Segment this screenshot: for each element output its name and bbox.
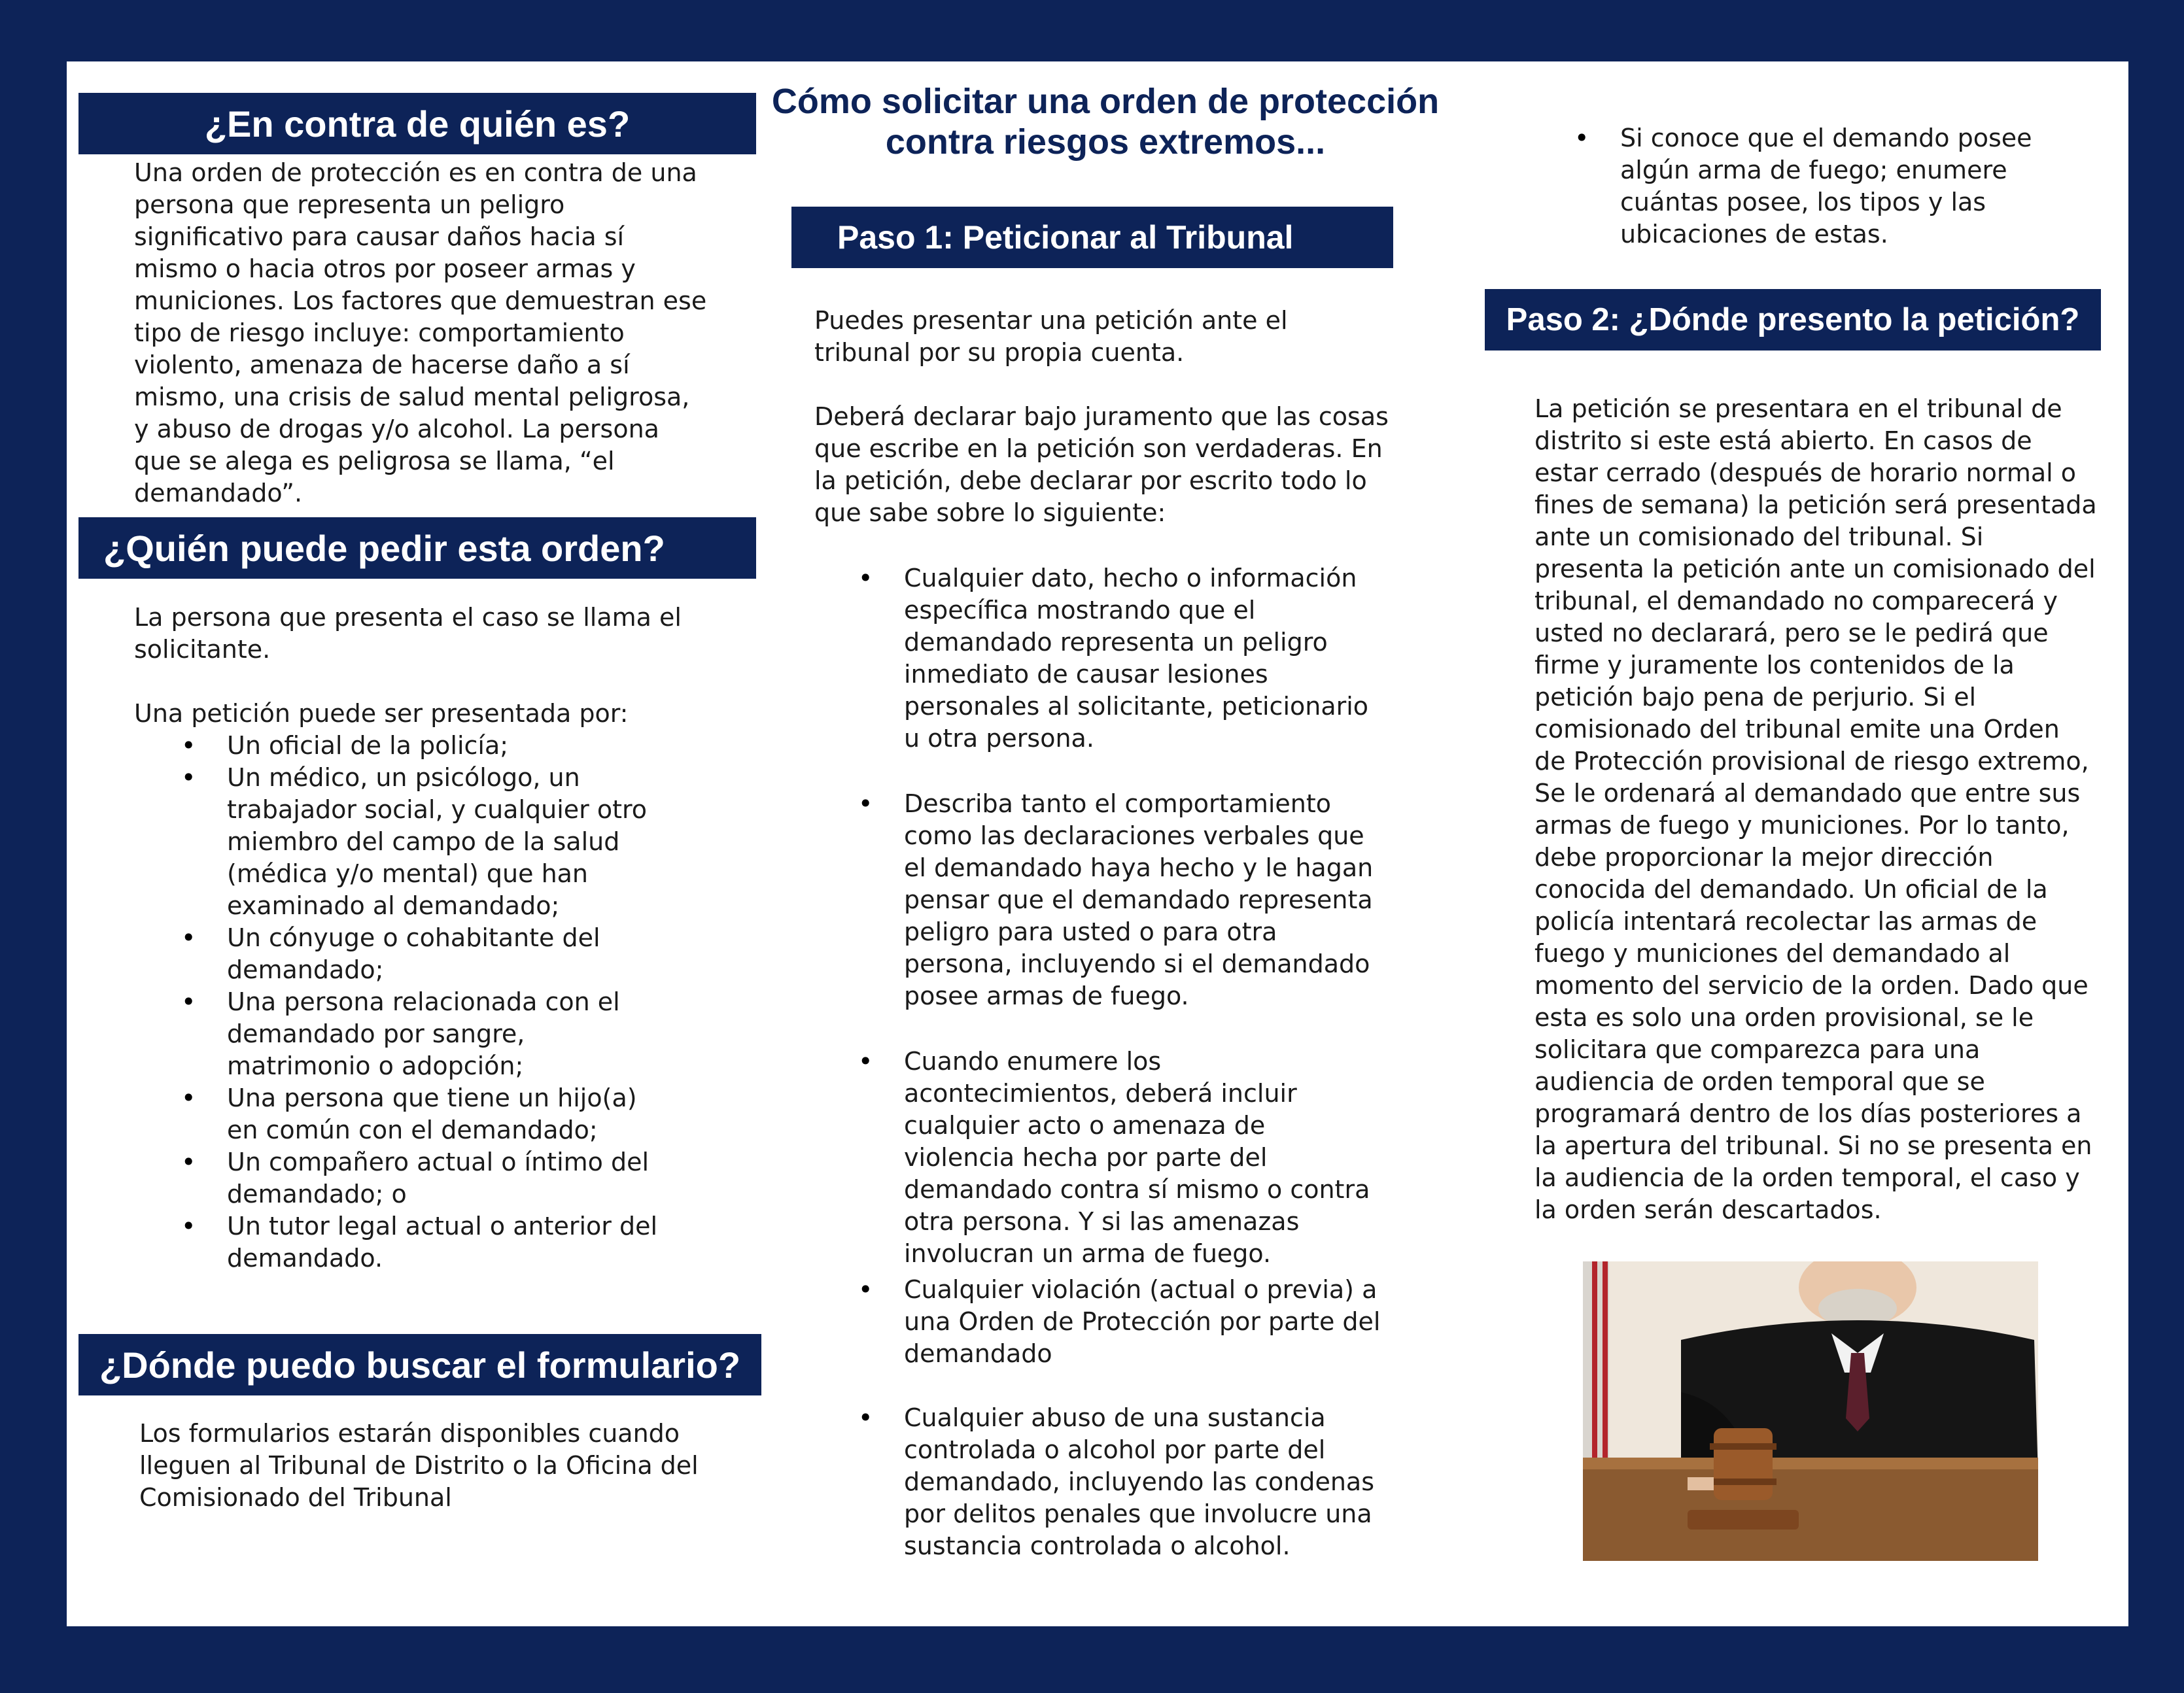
- petitioner-list: [227, 730, 672, 1274]
- list-item: • Un médico, un psicólogo, un trabajador social, y cualquier otro miembro del campo de la salud (médica y/o mental) que han examinado al demandado;: [227, 762, 672, 922]
- list-item: • Cualquier abuso de una sustancia controlada o alcohol por parte del demandado, incluyendo las condenas por delitos penales que involucre una sustancia controlada o alcohol.: [904, 1402, 1381, 1562]
- list-item: • Cuando enumere los acontecimientos, deberá incluir cualquier acto o amenaza de violencia hecha por parte del demandado contra sí mismo o contra otra persona. Y si las amenazas involucran un arma de fuego.: [904, 1046, 1381, 1270]
- petitioner-definition: La persona que presenta el caso se llama el solicitante.: [134, 603, 682, 664]
- list-item: • Un tutor legal actual o anterior del demandado.: [227, 1210, 672, 1274]
- heading-step-2: Paso 2: ¿Dónde presento la petición?: [1485, 289, 2101, 351]
- heading-who-can-request: ¿Quién puede pedir esta orden?: [78, 517, 756, 579]
- list-item: • Un compañero actual o íntimo del demandado; o: [227, 1146, 672, 1210]
- heading-against-whom: ¿En contra de quién es?: [78, 93, 756, 154]
- firearm-info-list: [1620, 122, 2071, 250]
- list-item: • Cualquier violación (actual o previa) a una Orden de Protección por parte del demandado: [904, 1274, 1381, 1370]
- brochure-sheet: [67, 61, 2128, 1626]
- list-item: • Cualquier dato, hecho o información específica mostrando que el demandado representa un peligro inmediato de causar lesiones personales al solicitante, peticionario u otra persona.: [904, 562, 1381, 755]
- judge-with-gavel-photo: [1583, 1261, 2038, 1561]
- where-form-text: Los formularios estarán disponibles cuando lleguen al Tribunal de Distrito o la Oficina del Comisionado del Tribunal: [139, 1419, 699, 1512]
- petition-filed-by: Una petición puede ser presentada por:: [134, 699, 629, 728]
- list-item: • Si conoce que el demando posee algún arma de fuego; enumere cuántas posee, los tipos y las ubicaciones de estas.: [1620, 122, 2071, 250]
- list-item: • Describa tanto el comportamiento como las declaraciones verbales que el demandado haya hecho y le hagan pensar que el demandado representa peligro para usted o para otra persona, incluyendo si el demandado posee armas de fuego.: [904, 788, 1381, 1012]
- brochure-title: Cómo solicitar una orden de protección contra riesgos extremos...: [771, 82, 1440, 162]
- step1-oath-text: Deberá declarar bajo juramento que las cosas que escribe en la petición son verdaderas. En la petición, debe declarar por escrito todo lo que sabe sobre lo siguiente:: [814, 402, 1389, 527]
- list-item: • Una persona que tiene un hijo(a) en común con el demandado;: [227, 1082, 672, 1146]
- flag-graphic: [1583, 1261, 1609, 1458]
- list-item: • Un oficial de la policía;: [227, 730, 672, 762]
- against-whom-text: Una orden de protección es en contra de una persona que representa un peligro significativo para causar daños hacia sí mismo o hacia otros por poseer armas y municiones. Los factores que demuestran ese tipo de riesgo incluye: comportamiento violento, amenaza de hacerse daño a sí mismo, una crisis de salud mental peligrosa, y abuso de drogas y/o alcohol. La persona que se alega es peligrosa se llama, “el demandado”.: [134, 158, 707, 507]
- step2-text: La petición se presentara en el tribunal de distrito si este está abierto. En casos de estar cerrado (después de horario normal o fines de semana) la petición será presentada ante un comisionado del tribunal. Si presenta la petición ante un comisionado del tribunal, el demandado no comparecerá y usted no declarará, pero se le pedirá que firme y juramente los contenidos de la petición bajo pena de perjurio. Si el comisionado del tribunal emite una Orden de Protección provisional de riesgo extremo, Se le ordenará al demandado que entre sus armas de fuego y municiones. Por lo tanto, debe proporcionar la mejor dirección conocida del demandado. Un oficial de la policía intentará recolectar las armas de fuego y municiones del demandado al momento del servicio de la orden. Dado que esta es solo una orden provisional, se le solicitara que comparezca para una audiencia de orden temporal que se programará dentro de los días posteriores a la apertura del tribunal. Si no se presenta en la audiencia de la orden temporal, el caso y la orden serán descartados.: [1534, 394, 2097, 1224]
- heading-step-1: Paso 1: Peticionar al Tribunal: [791, 207, 1393, 268]
- step1-intro: Puedes presentar una petición ante el tribunal por su propia cuenta.: [814, 306, 1288, 367]
- judge-illustration: [1583, 1261, 2038, 1561]
- list-item: • Una persona relacionada con el demandado por sangre, matrimonio o adopción;: [227, 986, 672, 1082]
- heading-where-form: ¿Dónde puedo buscar el formulario?: [78, 1334, 761, 1395]
- list-item: • Un cónyuge o cohabitante del demandado;: [227, 922, 672, 986]
